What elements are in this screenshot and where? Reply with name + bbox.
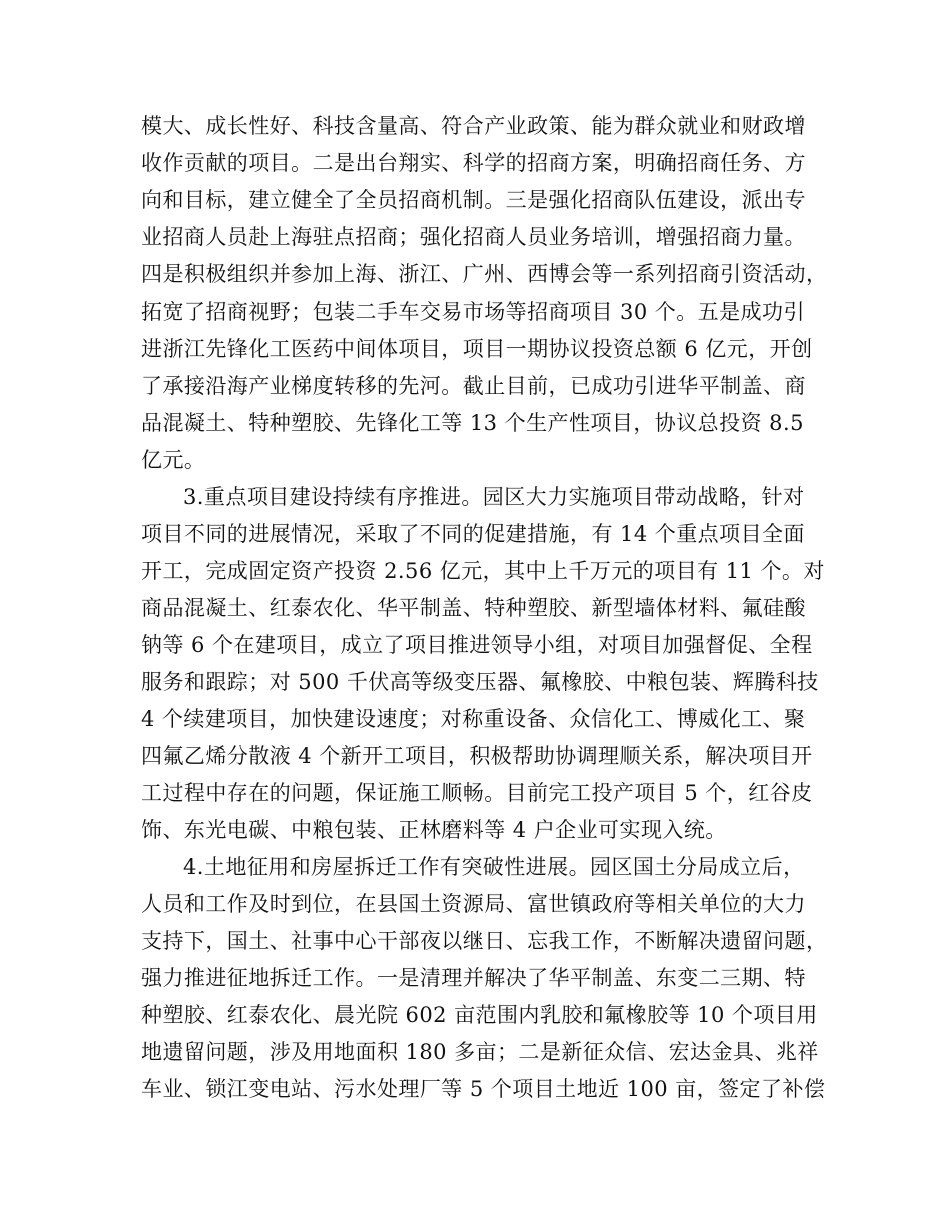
body-text-line: 亿元。 <box>141 448 206 472</box>
body-text-line: 工过程中存在的问题，保证施工顺畅。目前完工投产项目 5 个，红谷皮 <box>141 781 813 805</box>
body-text-line: 向和目标，建立健全了全员招商机制。三是强化招商队伍建设，派出专 <box>141 188 806 212</box>
body-text-line: 项目不同的进展情况，采取了不同的促建措施，有 14 个重点项目全面 <box>141 522 805 546</box>
body-text-line: 商品混凝土、红泰农化、华平制盖、特种塑胶、新型墙体材料、氟硅酸 <box>141 596 806 620</box>
body-text-line: 人员和工作及时到位，在县国土资源局、富世镇政府等相关单位的大力 <box>141 892 806 916</box>
body-text-line: 支持下，国土、社事中心干部夜以继日、忘我工作，不断解决遗留问题， <box>141 929 828 953</box>
body-text-line: 种塑胶、红泰农化、晨光院 602 亩范围内乳胶和氟橡胶等 10 个项目用 <box>141 1003 818 1027</box>
body-text-line: 地遗留问题，涉及用地面积 180 多亩；二是新征众信、宏达金具、兆祥 <box>141 1040 819 1064</box>
body-text-line: 4 个续建项目，加快建设速度；对称重设备、众信化工、博威化工、聚 <box>141 707 806 731</box>
body-text-line: 四氟乙烯分散液 4 个新开工项目，积极帮助协调理顺关系，解决项目开 <box>141 744 813 768</box>
body-text-line: 四是积极组织并参加上海、浙江、广州、西博会等一系列招商引资活动， <box>141 262 828 286</box>
paragraph-heading-line: 4.土地征用和房屋拆迁工作有突破性进展。园区国土分局成立后， <box>183 855 805 879</box>
body-text-line: 收作贡献的项目。二是出台翔实、科学的招商方案，明确招商任务、方 <box>141 151 806 175</box>
body-text-line: 业招商人员赴上海驻点招商；强化招商人员业务培训，增强招商力量。 <box>141 225 806 249</box>
body-text-line: 拓宽了招商视野；包装二手车交易市场等招商项目 30 个。五是成功引 <box>141 300 805 324</box>
body-text-line: 车业、锁江变电站、污水处理厂等 5 个项目土地近 100 亩，签定了补偿 <box>141 1077 826 1101</box>
body-text-line: 进浙江先锋化工医药中间体项目，项目一期协议投资总额 6 亿元，开创 <box>141 337 813 361</box>
body-text-line: 服务和跟踪；对 500 千伏高等级变压器、氟橡胶、中粮包装、辉腾科技 <box>141 670 819 694</box>
body-text-line: 模大、成长性好、科技含量高、符合产业政策、能为群众就业和财政增 <box>141 114 806 138</box>
body-text-line: 开工，完成固定资产投资 2.56 亿元，其中上千万元的项目有 11 个。对 <box>141 559 825 583</box>
body-text-line: 饰、东光电碳、中粮包装、正林磨料等 4 户企业可实现入统。 <box>141 818 727 842</box>
body-text-line: 了承接沿海产业梯度转移的先河。截止目前，已成功引进华平制盖、商 <box>141 374 806 398</box>
body-text-line: 品混凝土、特种塑胶、先锋化工等 13 个生产性项目，协议总投资 8.5 <box>141 411 804 435</box>
body-text-line: 钠等 6 个在建项目，成立了项目推进领导小组，对项目加强督促、全程 <box>141 633 813 657</box>
body-text-line: 强力推进征地拆迁工作。一是清理并解决了华平制盖、东变二三期、特 <box>141 966 806 990</box>
paragraph-heading-line: 3.重点项目建设持续有序推进。园区大力实施项目带动战略，针对 <box>183 485 805 509</box>
